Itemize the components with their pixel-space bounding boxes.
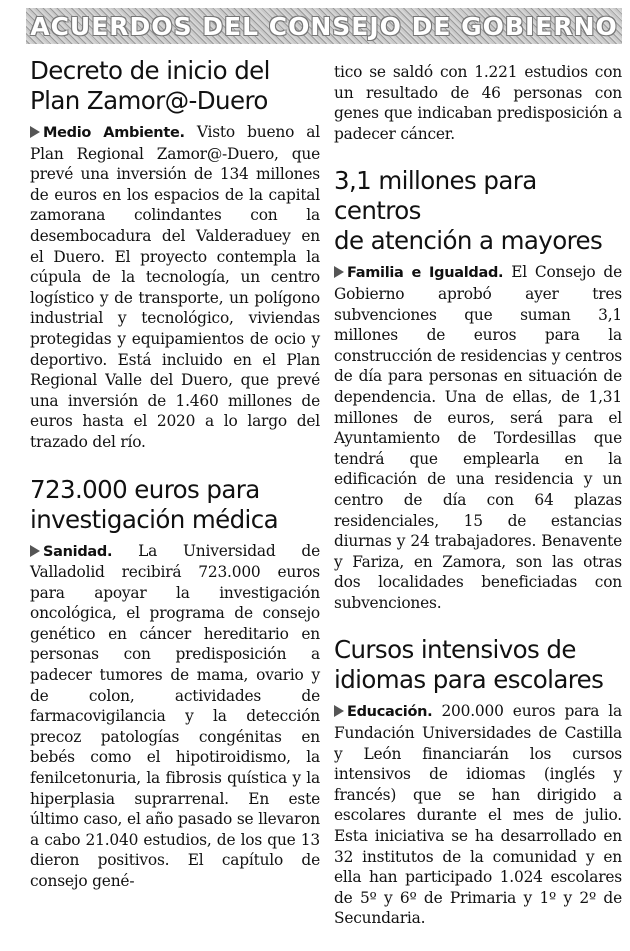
- section-label: Sanidad.: [43, 543, 113, 560]
- article-headline: Cursos intensivos de idiomas para escolares: [334, 635, 604, 695]
- section-label: Medio Ambiente.: [43, 125, 185, 141]
- article-headline: 3,1 millones para centros de atención a mayores: [334, 166, 603, 256]
- section-banner: ACUERDOS DEL CONSEJO DE GOBIERNO: [26, 8, 622, 44]
- article-cursos-idiomas: [334, 635, 622, 929]
- section-marker-icon: [30, 545, 40, 557]
- article-body: Educación. 200.000 euros para la Fundación Universidades de Castilla y León financiarán los cursos intensivos de idiomas (inglés y francés) que se han dirigido a escolares durante el mes de julio. Esta iniciativa se ha desarrollado en 32 institutos de la comunidad y en ella han participado 1.024 escolares de 5º y 6º de Primaria y 1º y 2º de Secundaria.: [334, 702, 622, 928]
- section-label: Educación.: [347, 704, 433, 721]
- section-label: Familia e Igualdad.: [347, 265, 504, 282]
- article-plan-zamor-duero: [30, 56, 320, 453]
- article-headline: Decreto de inicio del Plan Zamor@-Duero: [30, 56, 270, 115]
- section-marker-icon: [334, 266, 344, 278]
- article-centros-mayores: [334, 166, 622, 613]
- left-column: [30, 56, 320, 914]
- article-body: Sanidad. La Universidad de Valladolid recibirá 723.000 euros para apoyar la investigación oncológica, el programa de consejo genético en cáncer hereditario en personas con predisposición a padecer tumores de mama, ovario y de colon, actividades de farmacovigilancia y la detección precoz patologías congénitas en bebés como el hipotiroidismo, la fenilcetonuria, la fibrosis quística y la hiperplasia suprarrenal. En este último caso, el año pasado se llevaron a cabo 21.040 estudios, de los que 13 dieron positivos. El capítulo de consejo gené-: [30, 541, 320, 890]
- article-body: Medio Ambiente. Visto bueno al Plan Regional Zamor@-Duero, que prevé una inversión de 134 millones de euros en los espacios de la capital zamorana colindantes con la desembocadura del Valderaduey en el Duero. El proyecto contempla la cúpula de la tecnología, un centro logístico y de transporte, un polígono industrial y tecnológico, viviendas protegidas y equipamientos de ocio y deportivo. Está incluido en el Plan Regional Valle del Duero, que prevé una inversión de 1.460 millones de euros hasta el 2020 a lo largo del trazado del río.: [30, 123, 320, 451]
- section-marker-icon: [334, 705, 344, 717]
- section-marker-icon: [30, 126, 40, 138]
- article-continuation: tico se saldó con 1.221 estudios con un resultado de 46 personas con genes que indicaban predisposición a padecer cáncer.: [334, 63, 622, 143]
- article-body: Familia e Igualdad. El Consejo de Gobierno aprobó ayer tres subvenciones que suman 3,1 millones de euros para la construcción de residencias y centros de día para personas en situación de dependencia. Una de ellas, de 1,31 millones de euros, será para el Ayuntamiento de Tordesillas que tendrá que emplearla en la edificación de una residencia y un centro de día con 64 plazas residenciales, 15 de estancias diurnas y 24 trabajadores. Benavente y Fariza, en Zamora, son las otras dos localidades beneficiadas con subvenciones.: [334, 263, 622, 612]
- article-headline: 723.000 euros para investigación médica: [30, 474, 279, 534]
- article-investigacion-medica: [30, 475, 320, 892]
- right-column: [334, 62, 622, 951]
